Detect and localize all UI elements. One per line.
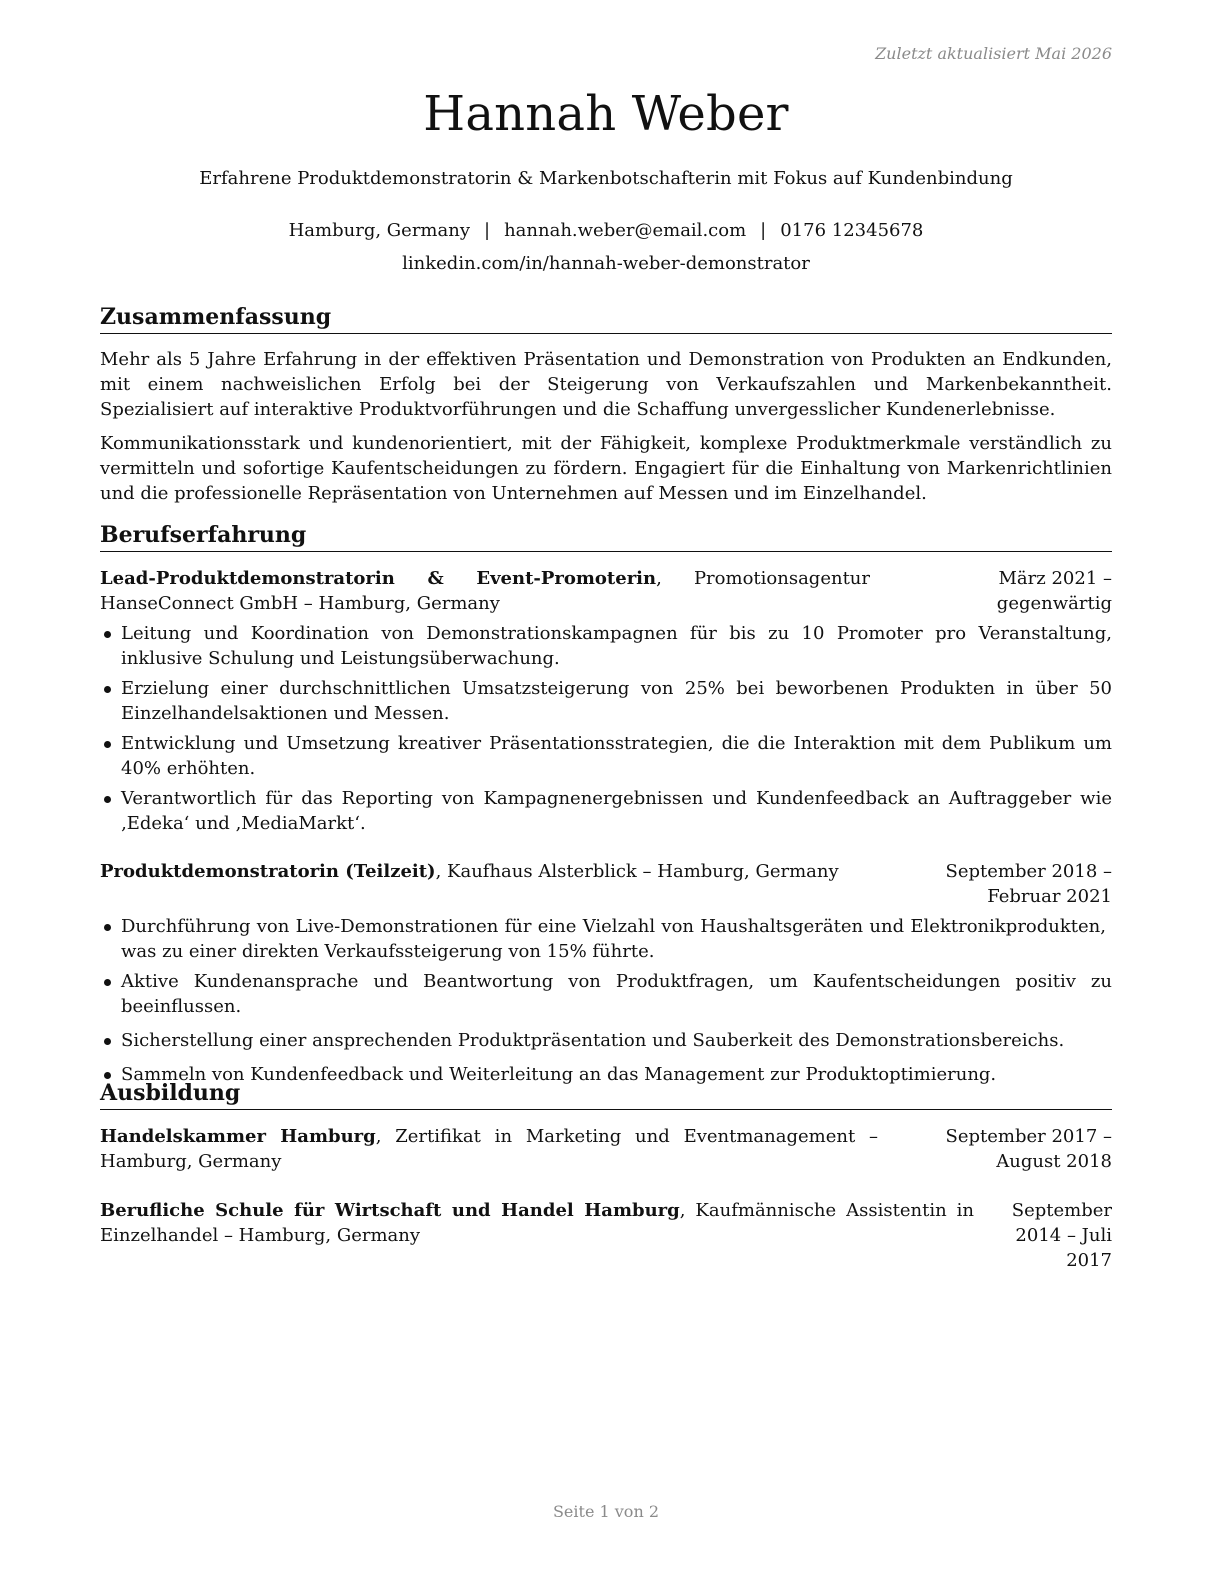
section-title-education: Ausbildung <box>100 1079 1112 1110</box>
job-dates: September 2018 – Februar 2021 <box>945 861 1112 907</box>
last-updated-note: Zuletzt aktualisiert Mai 2026 <box>875 44 1112 63</box>
education-detail: , Kaufmännische Assistentin in Einzelhandel – Hamburg, Germany <box>100 1200 974 1246</box>
job-bullet: Verantwortlich für das Reporting von Kampagnenergebnissen und Kundenfeedback an Auftraggeber wie ‚Edeka‘ und ‚MediaMarkt‘. <box>100 786 1112 836</box>
job-bullet: Sicherstellung einer ansprechenden Produktpräsentation und Sauberkeit des Demonstrationsbereichs. <box>100 1028 1112 1053</box>
job-role: Lead-Produktdemonstratorin & Event-Promoterin <box>100 568 657 589</box>
job-bullet-list <box>100 914 1112 1087</box>
resume-page <box>100 0 1112 1584</box>
education-title-line <box>100 1198 974 1273</box>
job-bullet: Durchführung von Live-Demonstrationen für eine Vielzahl von Haushaltsgeräten und Elektronikprodukten, was zu einer direkten Verkaufssteigerung von 15% führte. <box>100 914 1106 964</box>
summary-paragraph: Mehr als 5 Jahre Erfahrung in der effektiven Präsentation und Demonstration von Produkten an Endkunden, mit einem nachweislichen Erfolg bei der Steigerung von Verkaufszahlen und Markenbekanntheit. Spezialisiert auf interaktive Produktvorführungen und die Schaffung unvergesslicher Kundenerlebnisse. <box>100 349 1112 420</box>
education-entry <box>100 1198 1112 1273</box>
job-organization: , Promotionsagentur HanseConnect GmbH – Hamburg, Germany <box>100 568 870 614</box>
education-dates: September 2017 – August 2018 <box>945 1126 1112 1172</box>
job-bullet: Leitung und Koordination von Demonstrationskampagnen für bis zu 10 Promoter pro Veranstaltung, inklusive Schulung und Leistungsüberwachung. <box>100 621 1112 671</box>
job-header <box>100 859 1112 909</box>
job-bullet: Erzielung einer durchschnittlichen Umsatzsteigerung von 25% bei beworbenen Produkten in über 50 Einzelhandelsaktionen und Messen. <box>100 676 1112 726</box>
contact-separator: | <box>760 220 767 241</box>
education-dates: September 2014 – Juli 2017 <box>1011 1200 1112 1271</box>
candidate-name: Hannah Weber <box>423 86 789 142</box>
education-school: Handelskammer Hamburg <box>100 1126 376 1147</box>
education-detail: , Zertifikat in Marketing und Eventmanagement – Hamburg, Germany <box>100 1126 878 1172</box>
contact-email[interactable]: hannah.weber@email.com <box>504 220 747 241</box>
summary-paragraph: Kommunikationsstark und kundenorientiert, mit der Fähigkeit, komplexe Produktmerkmale verständlich zu vermitteln und sofortige Kaufentscheidungen zu fördern. Engagiert für die Einhaltung von Markenrichtlinien und die professionelle Repräsentation von Unternehmen auf Messen und im Einzelhandel. <box>100 433 1112 504</box>
section-title-experience: Berufserfahrung <box>100 521 1112 552</box>
job-title-line <box>100 566 870 616</box>
job-header <box>100 566 1112 616</box>
education-school: Berufliche Schule für Wirtschaft und Handel Hamburg <box>100 1200 680 1221</box>
page-number: Seite 1 von 2 <box>552 1502 660 1521</box>
contact-phone[interactable]: 0176 12345678 <box>780 220 924 241</box>
job-bullet: Sammeln von Kundenfeedback und Weiterleitung an das Management zur Produktoptimierung. <box>100 1062 1112 1087</box>
job-role: Produktdemonstratorin (Teilzeit) <box>100 861 436 882</box>
job-organization: , Kaufhaus Alsterblick – Hamburg, Germany <box>435 861 839 882</box>
job-bullet: Entwicklung und Umsetzung kreativer Präsentationsstrategien, die die Interaktion mit dem Publikum um 40% erhöhten. <box>100 731 1112 781</box>
section-title-summary: Zusammenfassung <box>100 303 1112 334</box>
tagline: Erfahrene Produktdemonstratorin & Markenbotschafterin mit Fokus auf Kundenbindung <box>199 168 1013 189</box>
contact-location: Hamburg, Germany <box>288 220 470 241</box>
contact-linkedin[interactable]: linkedin.com/in/hannah-weber-demonstrator <box>402 253 810 274</box>
contact-separator: | <box>484 220 491 241</box>
education-entry <box>100 1124 1112 1174</box>
contact-line <box>100 220 1112 241</box>
job-dates: März 2021 – gegenwärtig <box>996 568 1112 614</box>
job-bullet: Aktive Kundenansprache und Beantwortung von Produktfragen, um Kaufentscheidungen positiv zu beeinflussen. <box>100 969 1112 1019</box>
job-bullet-list <box>100 621 1112 836</box>
job-title-line <box>100 859 870 909</box>
education-title-line <box>100 1124 878 1174</box>
